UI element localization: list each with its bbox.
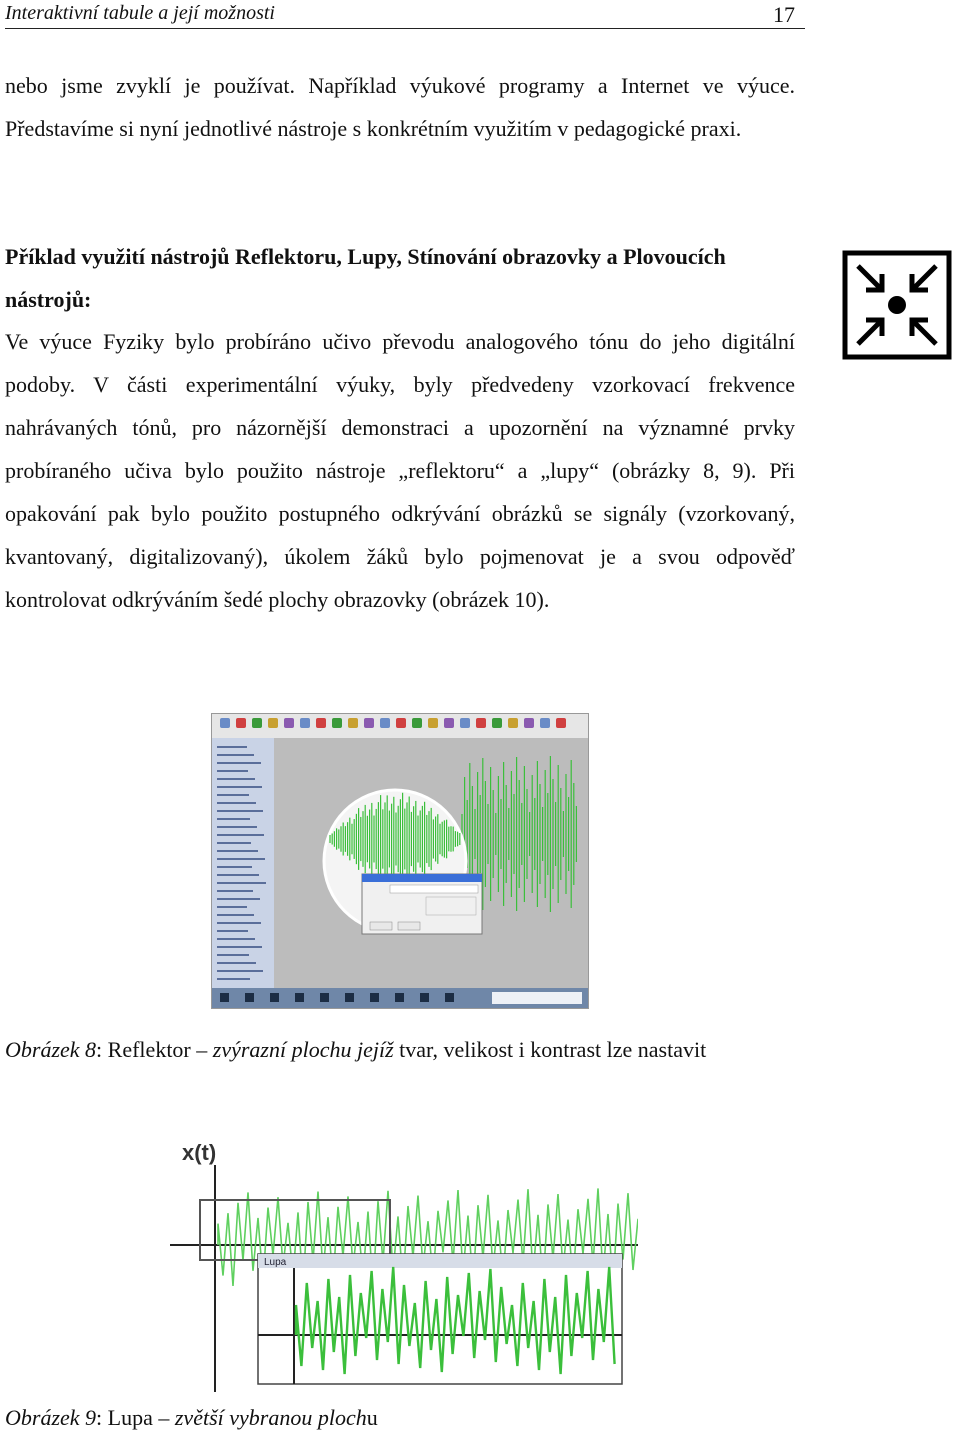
figure9-caption-rest: u <box>366 1405 378 1430</box>
lupa-window-title: Lupa <box>264 1257 287 1268</box>
magnifier-screenshot <box>160 1120 638 1392</box>
figure8-caption <box>5 1035 805 1065</box>
focus-arrows-icon <box>842 250 952 360</box>
figure9-caption-word: Lupa <box>107 1405 153 1430</box>
paragraph-example: Ve výuce Fyziky bylo probíráno učivo převodu analogového tónu do jeho digitální podoby. V části experimentální výuky, byly předvedeny vzorkovací frekvence nahrávaných tónů, pro názornější demonstraci a upozornění na významné prvky probíraného učiva bylo použito nástroje „reflektoru“ a „lupy“ (obrázky 8, 9). Při opakování pak bylo použito postupného odkrývání obrázků se signály (vzorkovaný, kvantovaný, digitalizovaný), úkolem žáků bylo pojmenovat je a svou odpověď kontrolovat odkrýváním šedé plochy obrazovky (obrázek 10). <box>5 329 795 612</box>
running-header <box>5 0 805 29</box>
page-number: 17 <box>773 2 795 27</box>
figure9-caption <box>5 1403 805 1433</box>
figure8-caption-label: Obrázek 8 <box>5 1037 97 1062</box>
axis-label-xt: x(t) <box>182 1140 217 1165</box>
figure9-caption-label: Obrázek 9 <box>5 1405 97 1430</box>
figure8-caption-italic: zvýrazní plochu jejíž <box>212 1037 394 1062</box>
header-title: Interaktivní tabule a její možnosti <box>5 2 275 24</box>
figure9-caption-italic: zvětší vybranou ploch <box>174 1405 367 1430</box>
figure8-caption-dash: – <box>190 1037 213 1062</box>
figure9-caption-sep: : <box>96 1405 108 1430</box>
example-heading: Příklad využití nástrojů Reflektoru, Lupy, Stínování obrazovky a Plovoucích nástrojů: <box>5 244 726 312</box>
spotlight-screenshot <box>211 713 589 1009</box>
figure8-caption-rest: tvar, velikost i kontrast lze nastavit <box>393 1037 707 1062</box>
figure8-caption-word: Reflektor <box>107 1037 191 1062</box>
figure9-caption-dash: – <box>152 1405 175 1430</box>
figure8-caption-sep: : <box>96 1037 108 1062</box>
paragraph-intro: nebo jsme zvyklí je používat. Například výukové programy a Internet ve výuce. Představíme si nyní jednotlivé nástroje s konkrétním využitím v pedagogické praxi. <box>5 73 795 141</box>
